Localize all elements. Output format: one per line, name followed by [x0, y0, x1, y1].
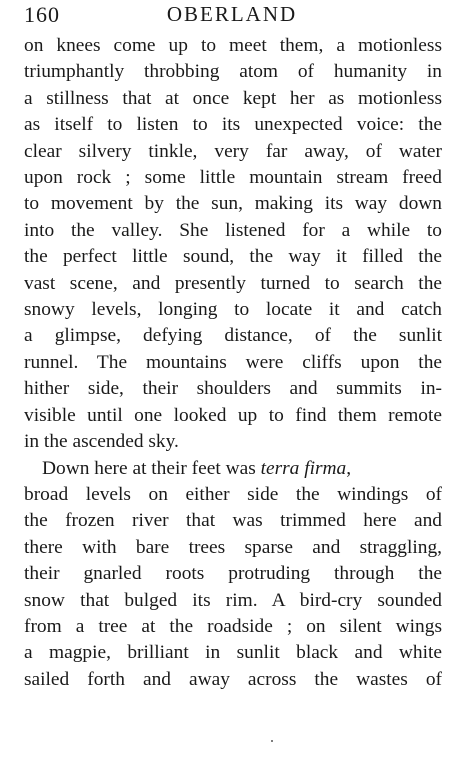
text-line: visible until one looked up to find them remote	[24, 404, 442, 426]
text-line: the perfect little sound, the way it filled the	[24, 246, 442, 268]
text-line: a glimpse, defying distance, of the sunlit	[24, 325, 442, 347]
text-line: broad levels on either side the windings of	[24, 483, 442, 505]
text-line-paragraph-end: in the ascended sky.	[24, 431, 179, 453]
print-speck	[271, 740, 273, 742]
text-line: snow that bulged its rim. A bird-cry sounded	[24, 589, 442, 611]
text-line: from a tree at the roadside ; on silent wings	[24, 615, 442, 637]
text-line: vast scene, and presently turned to search the	[24, 272, 442, 294]
text-line: a magpie, brilliant in sunlit black and white	[24, 642, 442, 664]
text-line: into the valley. She listened for a while to	[24, 219, 442, 241]
text-line: as itself to listen to its unexpected voice: the	[24, 114, 442, 136]
text-line: clear silvery tinkle, very far away, of water	[24, 140, 442, 162]
paragraph-opening-line	[24, 456, 442, 482]
text-line: sailed forth and away across the wastes of	[24, 668, 442, 690]
text-line: there with bare trees sparse and straggling,	[24, 536, 442, 558]
page-number: 160	[24, 2, 60, 27]
text-line: triumphantly throbbing atom of humanity in	[24, 61, 442, 83]
running-head: OBERLAND	[166, 2, 298, 26]
text-line: upon rock ; some little mountain stream freed	[24, 167, 442, 189]
opening-text: Down here at their feet was	[42, 457, 261, 479]
text-line: hither side, their shoulders and summits in-	[24, 378, 442, 400]
italic-phrase: terra firma	[260, 457, 347, 479]
text-line: on knees come up to meet them, a motionless	[24, 35, 442, 56]
page-header	[0, 0, 464, 30]
text-line: runnel. The mountains were cliffs upon the	[24, 351, 442, 373]
opening-punctuation: ,	[346, 457, 352, 479]
body-text	[24, 33, 442, 693]
text-line: their gnarled roots protruding through the	[24, 563, 442, 585]
text-line: to movement by the sun, making its way down	[24, 193, 442, 215]
text-line: the frozen river that was trimmed here and	[24, 510, 442, 532]
text-line: a stillness that at once kept her as motionless	[24, 87, 442, 109]
text-line: snowy levels, longing to locate it and catch	[24, 299, 442, 321]
